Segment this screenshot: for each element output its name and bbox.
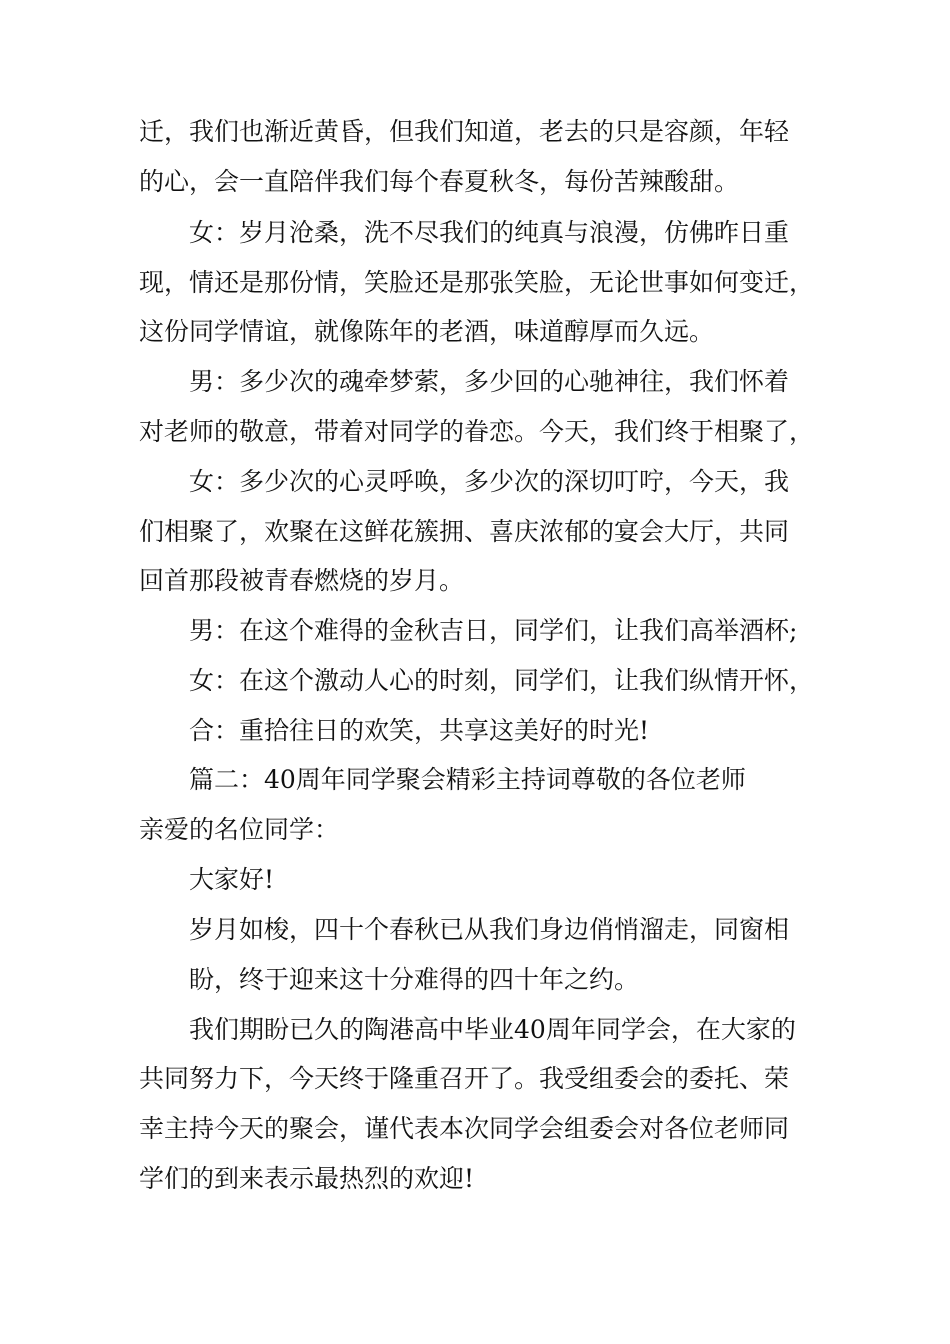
- text-line: 的心，会一直陪伴我们每个春夏秋冬，每份苦辣酸甜。: [139, 167, 740, 196]
- text-line: 岁月如梭，四十个春秋已从我们身边俏悄溜走，同窗相: [189, 915, 790, 944]
- text-line: 篇二：40周年同学聚会精彩主持词尊敬的各位老师: [189, 765, 746, 794]
- text-line: 这份同学情谊，就像陈年的老酒，味道醇厚而久远。: [139, 317, 715, 346]
- text-line: 回首那段被青春燃烧的岁月。: [139, 566, 465, 595]
- text-line: 现，情还是那份情，笑脸还是那张笑脸，无论世事如何变迁，: [139, 268, 815, 297]
- text-line: 幸主持今天的聚会，谨代表本次同学会组委会对各位老师同: [139, 1114, 790, 1143]
- text-line: 们相聚了，欢聚在这鲜花簇拥、喜庆浓郁的宴会大厅，共同: [139, 517, 790, 546]
- text-line: 大家好!: [189, 865, 275, 894]
- text-line: 学们的到来表示最热烈的欢迎!: [139, 1164, 475, 1193]
- text-line: 我们期盼已久的陶港高中毕业40周年同学会，在大家的: [189, 1015, 796, 1044]
- text-line: 女：多少次的心灵呼唤，多少次的深切叮咛，今天，我: [189, 467, 790, 496]
- text-line: 男：多少次的魂牵梦萦，多少回的心驰神往，我们怀着: [189, 367, 790, 396]
- text-line: 对老师的敬意，带着对同学的眷恋。今天，我们终于相聚了，: [139, 417, 815, 446]
- text-line: 女：在这个激动人心的时刻，同学们，让我们纵情开怀，: [189, 666, 815, 695]
- text-line: 盼，终于迎来这十分难得的四十年之约。: [189, 965, 640, 994]
- text-line: 共同努力下，今天终于隆重召开了。我受组委会的委托、荣: [139, 1064, 790, 1093]
- text-line: 男：在这个难得的金秋吉日，同学们，让我们高举酒杯;: [189, 616, 798, 645]
- text-line: 合：重拾往日的欢笑，共享这美好的时光!: [189, 716, 650, 745]
- text-line: 女：岁月沧桑，洗不尽我们的纯真与浪漫，仿佛昨日重: [189, 218, 790, 247]
- text-line: 亲爱的名位同学：: [139, 815, 340, 844]
- text-line: 迁，我们也渐近黄昏，但我们知道，老去的只是容颜，年轻: [139, 117, 790, 146]
